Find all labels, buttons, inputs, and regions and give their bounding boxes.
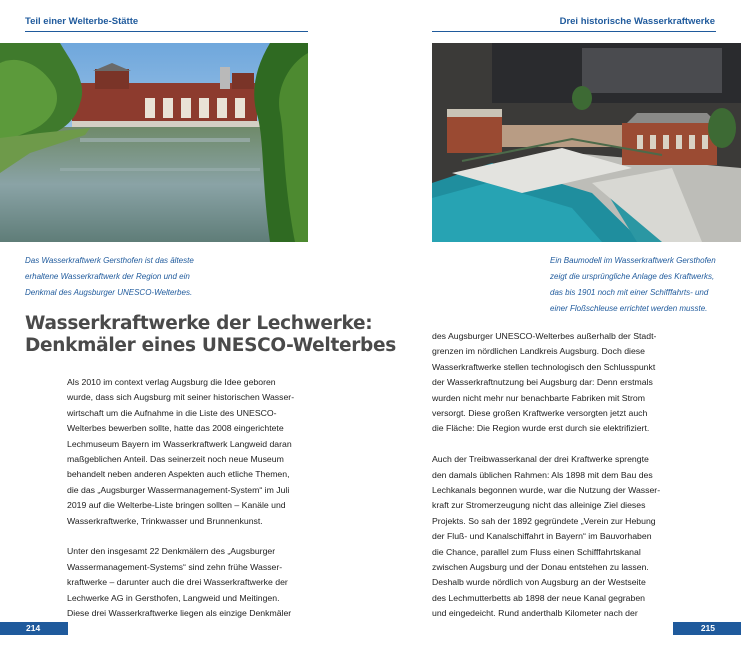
text-line: wurden nicht mehr nur benachbarte Fabriken mit Strom <box>432 392 645 403</box>
chapter-title <box>25 313 396 357</box>
photo-caption-right <box>550 253 716 317</box>
text-line: Lechmuseum Bayern im Wasserkraftwerk Langweid daran <box>67 438 292 449</box>
text-line: und eingedeicht. Rund anderthalb Kilometer nach der <box>432 608 638 619</box>
text-line: Wassermanagement-Systems“ sind zehn frühe Wasser- <box>67 561 283 572</box>
text-line: Auch der Treibwasserkanal der drei Kraftwerke sprengte <box>432 454 649 465</box>
text-line: Wasserkraftwerke stellen technologisch den Schlusspunkt <box>432 361 656 372</box>
text-line: Als 2010 im context verlag Augsburg die Idee geboren <box>67 377 276 387</box>
text-line: des Augsburger UNESCO-Welterbes außerhalb der Stadt- <box>432 331 657 341</box>
text-line: grenzen im nördlichen Landkreis Augsburg. Doch diese <box>432 346 645 357</box>
model-photo <box>432 43 741 242</box>
body-text-left <box>67 375 294 621</box>
text-line: zwischen Augsburg und der Donau entstehen zu lassen. <box>432 562 649 573</box>
power-station-photo <box>0 43 308 242</box>
text-line: des Lechmutterbetts ab 1898 der neue Kanal gegraben <box>432 592 646 603</box>
text-line: Wasserkraftwerke, Trinkwasser und Brunnenkunst. <box>67 515 263 526</box>
photo-caption-left <box>25 253 194 301</box>
title-line: Wasserkraftwerke der Lechwerke: <box>25 313 373 334</box>
paragraph-gap <box>432 437 660 452</box>
body-text-right <box>432 329 660 622</box>
caption-line: zeigt die ursprüngliche Anlage des Kraftwerks, <box>550 272 715 281</box>
caption-line: Das Wasserkraftwerk Gersthofen ist das älteste <box>25 256 194 265</box>
header-rule-right <box>432 31 716 32</box>
right-page <box>371 0 741 648</box>
caption-line: Ein Baumodell im Wasserkraftwerk Gersthofen <box>550 256 716 265</box>
caption-line: Denkmal des Augsburger UNESCO-Welterbes. <box>25 288 193 297</box>
text-line: wurde, dass sich Augsburg mit seiner historischen Wasser- <box>67 392 295 403</box>
text-line: maßgeblichen Anteil. Das seinerzeit noch neue Museum <box>67 454 284 465</box>
running-head-left: Teil einer Welterbe-Stätte <box>25 16 139 27</box>
text-line: Diese drei Wasserkraftwerke liegen als einzige Denkmäler <box>67 608 292 619</box>
text-line: Welterbes bewerben sollte, hatte das 2008 eingerichtete <box>67 423 284 434</box>
text-line: versorgt. Diese großen Kraftwerke versorgten jetzt auch <box>432 408 648 419</box>
text-line: Unter den insgesamt 22 Denkmälern des „Augsburger <box>67 546 276 557</box>
running-head-right: Drei historische Wasserkraftwerke <box>559 16 715 27</box>
paragraph-gap <box>67 529 294 544</box>
text-line: Deshalb wurde nördlich von Augsburg an der Westseite <box>432 577 646 588</box>
caption-line: das bis 1901 noch mit einer Schifffahrts- und <box>550 288 709 297</box>
text-line: 2019 auf die Welterbe-Liste bringen sollten – Kanäle und <box>67 500 286 511</box>
header-rule-left <box>25 31 308 32</box>
page-number-left: 214 <box>0 622 68 635</box>
title-line: Denkmäler eines UNESCO-Welterbes <box>25 335 396 356</box>
text-line: Projekts. So sah der 1892 gegründete „Verein zur Hebung <box>432 515 656 526</box>
text-line: der Wasserkraftnutzung bei Augsburg dar: Denn erstmals <box>432 377 653 388</box>
text-line: wirtschaft um die Aufnahme in die Liste des UNESCO- <box>67 407 277 418</box>
caption-line: einer Floßschleuse errichtet werden musste. <box>550 304 708 313</box>
text-line: die Fläche: Die Region wurde erst durch sie elektrifiziert. <box>432 423 650 434</box>
text-line: kraftwerke – darunter auch die drei Wasserkraftwerke der <box>67 577 288 588</box>
page-number-right: 215 <box>673 622 741 635</box>
text-line: den damals üblichen Rahmen: Als 1898 mit dem Bau des <box>432 469 653 480</box>
text-line: Lechkanals begonnen wurde, war die Nutzung der Wasser- <box>432 485 661 496</box>
text-line: behandelt neben anderen Aspekten auch etliche Themen, <box>67 469 290 480</box>
text-line: die das „Augsburger Wassermanagement-System“ im Juli <box>67 484 290 495</box>
text-line: Lechwerke AG in Gersthofen, Langweid und Meitingen. <box>67 592 280 603</box>
caption-line: erhaltene Wasserkraftwerk der Region und ein <box>25 272 190 281</box>
text-line: kraft zur Stromerzeugung nicht das alleinige Ziel dieses <box>432 500 646 511</box>
text-line: die Chance, parallel zum Fluss einen Schifffahrtskanal <box>432 546 641 557</box>
text-line: der Fluß- und Kanalschiffahrt in Bayern“ im Bauvorhaben <box>432 531 652 542</box>
